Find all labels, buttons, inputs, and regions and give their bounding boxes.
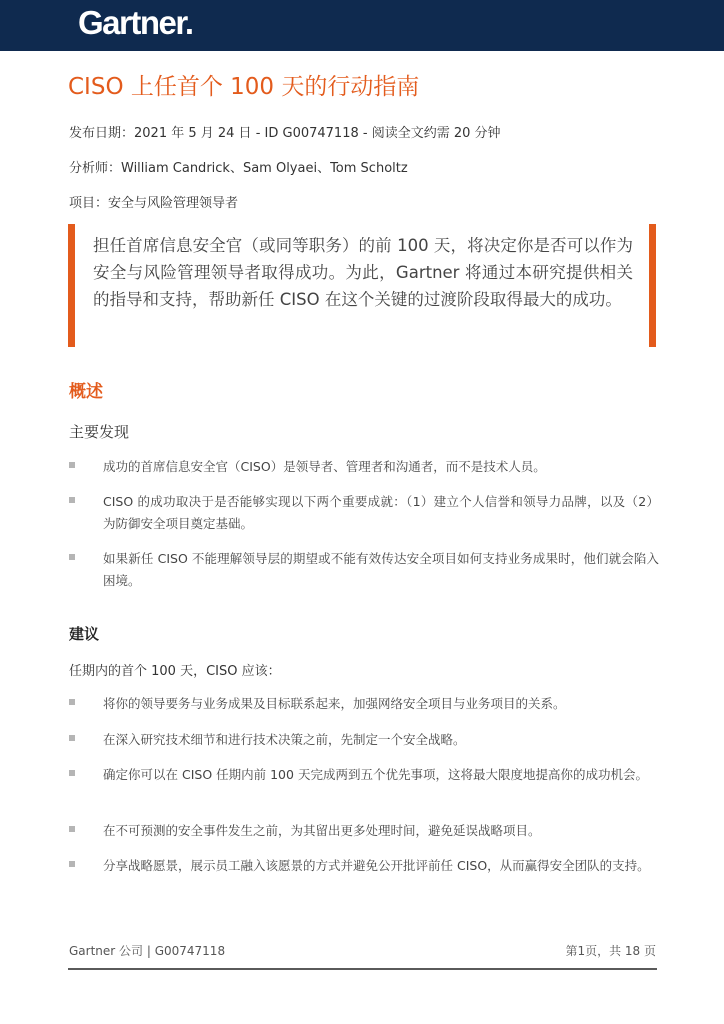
finding-item: [69, 491, 659, 535]
callout-left-bar: [68, 224, 75, 347]
recommendation-item: [69, 820, 659, 842]
bullet-square-icon: [69, 497, 75, 503]
publish-info: 发布日期：2021 年 5 月 24 日 - ID G00747118 - 阅读全文约需 20 分钟: [69, 126, 501, 141]
finding-text: 如果新任 CISO 不能理解领导层的期望或不能有效传达安全项目如何支持业务成果时，他们就会陷入困境。: [103, 551, 659, 588]
recommendation-text: 在深入研究技术细节和进行技术决策之前，先制定一个安全战略。: [103, 732, 466, 747]
page-number: 第1页，共 18 页: [565, 944, 656, 958]
bullet-square-icon: [69, 554, 75, 560]
gartner-logo: Gartner.: [78, 4, 193, 41]
recommendation-item: [69, 855, 659, 877]
bullet-square-icon: [69, 735, 75, 741]
recommendation-text: 分享战略愿景，展示员工融入该愿景的方式并避免公开批评前任 CISO，从而赢得安全团队的支持。: [103, 858, 650, 873]
recommendation-text: 确定你可以在 CISO 任期内前 100 天完成两到五个优先事项，这将最大限度地提高你的成功机会。: [103, 767, 648, 782]
summary-callout: [68, 224, 656, 347]
page-footer: [69, 942, 656, 959]
overview-heading: 概述: [69, 382, 103, 402]
finding-text: CISO 的成功取决于是否能够实现以下两个重要成就：（1）建立个人信誉和领导力品牌，以及（2）为防御安全项目奠定基础。: [103, 494, 659, 531]
callout-right-bar: [649, 224, 656, 347]
page-header: [0, 0, 724, 51]
recommendations-intro: 任期内的首个 100 天，CISO 应该：: [69, 664, 281, 679]
bullet-square-icon: [69, 770, 75, 776]
footer-divider: [68, 968, 657, 970]
recommendation-text: 将你的领导要务与业务成果及目标联系起来，加强网络安全项目与业务项目的关系。: [103, 696, 566, 711]
analysts-info: 分析师：William Candrick、Sam Olyaei、Tom Scholtz: [69, 161, 408, 176]
bullet-square-icon: [69, 826, 75, 832]
finding-text: 成功的首席信息安全官（CISO）是领导者、管理者和沟通者，而不是技术人员。: [103, 459, 546, 474]
bullet-square-icon: [69, 699, 75, 705]
summary-text: 担任首席信息安全官（或同等职务）的前 100 天，将决定你是否可以作为安全与风险管理领导者取得成功。为此，Gartner 将通过本研究提供相关的指导和支持，帮助新任 CISO 在这个关键的过渡阶段取得最大的成功。: [93, 236, 633, 309]
recommendation-item: [69, 693, 659, 715]
key-findings-heading: 主要发现: [69, 423, 130, 441]
bullet-square-icon: [69, 462, 75, 468]
page-title: CISO 上任首个 100 天的行动指南: [68, 74, 420, 100]
recommendation-text: 在不可预测的安全事件发生之前，为其留出更多处理时间，避免延误战略项目。: [103, 823, 541, 838]
footer-company-id: Gartner 公司 | G00747118: [69, 944, 226, 958]
finding-item: [69, 548, 659, 592]
finding-item: [69, 456, 659, 478]
recommendation-item: [69, 729, 659, 751]
recommendation-item: [69, 764, 659, 786]
bullet-square-icon: [69, 861, 75, 867]
recommendations-heading: 建议: [69, 625, 100, 643]
initiative-info: 项目：安全与风险管理领导者: [69, 196, 239, 211]
